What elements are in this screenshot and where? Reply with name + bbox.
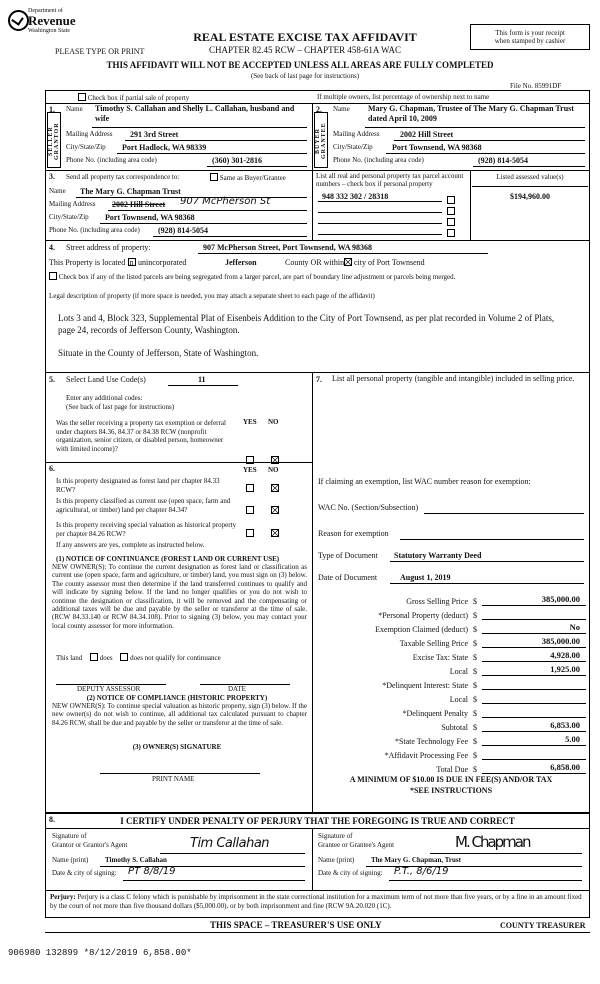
section5-no-header: NO xyxy=(268,418,279,426)
tax-line xyxy=(316,606,586,620)
divider-5 xyxy=(45,462,312,463)
section3-number: 3. xyxy=(49,172,55,181)
tax-line-label: Local xyxy=(449,667,468,676)
grantee-date-line xyxy=(389,880,582,881)
buyer-mailing-underline xyxy=(394,140,585,141)
assessor-date-label: DATE xyxy=(228,685,246,693)
segregated-checkbox[interactable] xyxy=(49,272,57,280)
does-label: does xyxy=(99,654,113,662)
forest-land-no-checkbox[interactable] xyxy=(271,478,279,496)
tax-line-value: No xyxy=(482,622,586,634)
buyer-phone-value: (928) 814-5054 xyxy=(478,156,528,165)
wac-no-line xyxy=(424,513,584,514)
form-chapter: CHAPTER 82.45 RCW – CHAPTER 458-61A WAC xyxy=(209,45,401,55)
unincorporated-label: unincorporated xyxy=(138,258,187,267)
dollar-sign: $ xyxy=(473,709,477,718)
notice-continuance-title: (1) NOTICE OF CONTINUANCE (FOREST LAND OR CURRENT USE) xyxy=(56,555,280,563)
receipt-line2: when stamped by cashier xyxy=(494,37,566,45)
partial-sale-checkbox[interactable] xyxy=(78,93,86,101)
type-print-instruction: PLEASE TYPE OR PRINT xyxy=(55,47,145,56)
tax-line xyxy=(316,760,586,774)
grantee-name-value: The Mary G. Chapman, Trust xyxy=(371,856,461,864)
exemption-wac-label: If claiming an exemption, list WAC number reason for exemption: xyxy=(318,477,531,486)
assessed-underline xyxy=(472,186,588,187)
buyer-citystatezip-label: City/State/Zip xyxy=(333,143,373,151)
section3-name-label: Name xyxy=(49,187,66,195)
tax-line-label: Subtotal xyxy=(441,723,468,732)
section5-yes-header: YES xyxy=(243,418,257,426)
tax-line xyxy=(316,732,586,746)
parcel-header xyxy=(316,172,471,189)
wac-no-label: WAC No. (Section/Subsection) xyxy=(318,503,419,512)
dollar-sign: $ xyxy=(473,639,477,648)
grantor-date-label: Date & city of signing: xyxy=(52,869,117,877)
tax-line-label: *Affidavit Processing Fee xyxy=(384,751,468,760)
tax-line-label: Total Due xyxy=(436,765,468,774)
seller-mailing-label: Mailing Address xyxy=(66,130,113,138)
tax-line xyxy=(316,718,586,732)
grantor-date-line xyxy=(123,880,305,881)
divider-2 xyxy=(45,170,590,171)
located-label: This Property is located in xyxy=(49,258,134,267)
grantor-name-label: Name (print) xyxy=(52,856,89,864)
tax-line xyxy=(316,704,586,718)
street-address-value: 907 McPherson Street, Port Townsend, WA 98368 xyxy=(203,243,373,252)
s3-city-underline xyxy=(100,223,307,224)
personal-property-label: List all personal property (tangible and intangible) included in selling price. xyxy=(332,374,575,383)
dollar-sign: $ xyxy=(473,653,477,662)
treasurer-space-label: THIS SPACE – TREASURER'S USE ONLY xyxy=(210,920,382,930)
parcel-header-line2: numbers – check box if personal property xyxy=(316,180,433,189)
grantor-sig-label-1: Signature of xyxy=(52,832,87,840)
receipt-box xyxy=(470,24,590,50)
seller-citystatezip-label: City/State/Zip xyxy=(66,143,106,151)
receipt-line1: This form is your receipt xyxy=(495,29,565,37)
tax-line-value: 385,000.00 xyxy=(482,636,586,648)
notice-compliance-body: NEW OWNER(S): To continue special valuation as historic property, sign (3) below. If the new owner(s) do not wish to continue, all additional tax calculated pursuant to chapter 84.26 RCW, shall be due and payable by the seller or transferor at the time of sale. xyxy=(52,702,307,727)
seller-section-number: 1. xyxy=(49,105,55,114)
file-number: File No. 85991DF xyxy=(510,82,562,90)
buyer-section-number: 2. xyxy=(316,105,322,114)
same-as-buyer-label: Same as Buyer/Grantee xyxy=(219,174,286,182)
additional-codes-label-1: Enter any additional codes: xyxy=(66,394,143,402)
divider-9 xyxy=(45,932,590,933)
parcel-line-3 xyxy=(318,212,442,213)
dollar-sign: $ xyxy=(473,723,477,732)
section3-citystatezip-value: Port Townsend, WA 98368 xyxy=(105,213,195,222)
tax-line-label: *Delinquent Interest: State xyxy=(382,681,468,690)
street-address-label: Street address of property: xyxy=(66,243,151,252)
section3-phone-value: (928) 814-5054 xyxy=(158,226,208,235)
does-qualify-checkbox[interactable] xyxy=(90,653,98,661)
tax-line-value: 5.00 xyxy=(482,734,586,746)
tax-line-value: 4,928.00 xyxy=(482,650,586,662)
multiple-owners-label: If multiple owners, list percentage of ownership next to name xyxy=(317,93,490,101)
dept-line2: Revenue xyxy=(28,13,76,29)
land-use-label: Select Land Use Code(s) xyxy=(66,375,146,384)
dept-line1: Department of xyxy=(28,8,63,14)
dor-logo xyxy=(8,10,29,31)
doc-type-value: Statutory Warranty Deed xyxy=(394,551,482,560)
county-treasurer-label: COUNTY TREASURER xyxy=(500,921,586,930)
divider-8 xyxy=(45,890,590,891)
parcel-checkbox-4[interactable] xyxy=(447,223,455,241)
dollar-sign: $ xyxy=(473,625,477,634)
city-row xyxy=(344,258,425,267)
parcel-numbers-value: 948 332 302 / 28318 xyxy=(322,192,389,201)
segregated-label: Check box if any of the listed parcels are being segregated from a larger parcel, are part of boundary line adjustment or parcels being merged. xyxy=(58,273,456,281)
divider-3 xyxy=(45,240,590,241)
tax-line-label: Taxable Selling Price xyxy=(399,639,468,648)
tax-line-value xyxy=(482,716,586,718)
tax-calculation-list xyxy=(316,592,586,774)
tax-line-value xyxy=(482,758,586,760)
seller-city-underline xyxy=(117,153,307,154)
doc-type-label: Type of Document xyxy=(318,551,378,560)
treasurer-stamp: 906980 132899 *8/12/2019 6,858.00* xyxy=(8,948,192,958)
if-any-yes-note: If any answers are yes, complete as instructed below. xyxy=(56,541,205,549)
divider-4 xyxy=(45,372,590,373)
parcel-line-5 xyxy=(318,234,442,235)
form-warning: THIS AFFIDAVIT WILL NOT BE ACCEPTED UNLESS ALL AREAS ARE FULLY COMPLETED xyxy=(106,60,494,70)
dor-logo-text xyxy=(28,8,76,34)
section6-no-header: NO xyxy=(268,466,279,474)
tax-line-label: Gross Selling Price xyxy=(406,597,468,606)
grantor-sig-label-2: Grantor or Grantor's Agent xyxy=(52,841,128,849)
parcel-line-2 xyxy=(318,201,442,202)
doc-date-label: Date of Document xyxy=(318,573,378,582)
unincorporated-row xyxy=(128,258,186,267)
divider-assessed xyxy=(470,170,471,240)
reason-line xyxy=(400,539,584,540)
section5-number: 5. xyxy=(49,375,55,384)
tax-line xyxy=(316,676,586,690)
seller-side-label: SELLER GRANTOR xyxy=(48,122,60,160)
certify-statement: I CERTIFY UNDER PENALTY OF PERJURY THAT THE FOREGOING IS TRUE AND CORRECT xyxy=(120,816,515,826)
dollar-sign: $ xyxy=(473,681,477,690)
section7-number: 7. xyxy=(316,375,322,384)
historic-yes-checkbox[interactable] xyxy=(246,523,254,541)
buyer-phone-label: Phone No. (including area code) xyxy=(333,156,424,164)
seller-name-label: Name xyxy=(66,105,83,113)
section6-yes-header: YES xyxy=(243,466,257,474)
section6-number: 6. xyxy=(49,464,55,473)
divider-signatures xyxy=(312,828,313,890)
seller-exemption-question: Was the seller receiving a property tax exemption or deferral under chapters 84.36, 84.37 or 84.38 RCW (nonprofit organization, senior citizen, or disabled person, homeowner with limited income)? xyxy=(56,419,226,453)
dollar-sign: $ xyxy=(473,597,477,606)
minimum-note-2: *SEE INSTRUCTIONS xyxy=(409,786,493,795)
minimum-note-1: A MINIMUM OF $10.00 IS DUE IN FEE(S) AND/OR TAX xyxy=(349,775,553,784)
divider-seller-buyer xyxy=(312,103,313,170)
buyer-side-label: BUYER GRANTEE xyxy=(315,122,327,160)
doc-type-line xyxy=(390,561,584,562)
buyer-phone-underline xyxy=(473,166,585,167)
land-use-underline xyxy=(168,385,238,386)
current-use-no-checkbox[interactable] xyxy=(271,500,279,518)
buyer-side-tab xyxy=(314,112,328,168)
grantee-name-label: Name (print) xyxy=(318,856,355,864)
forest-land-yes-checkbox[interactable] xyxy=(246,478,254,496)
print-name-label: PRINT NAME xyxy=(152,775,195,783)
historic-question: Is this property receiving special valuation as historical property per chapter 84.26 RCW? xyxy=(56,521,237,538)
reason-exemption-label: Reason for exemption xyxy=(318,529,389,538)
current-use-yes-checkbox[interactable] xyxy=(246,500,254,518)
grantee-sig-line xyxy=(430,853,582,854)
tax-line-label: Exemption Claimed (deduct) xyxy=(375,625,468,634)
notice-continuance-body: NEW OWNER(S): To continue the current designation as forest land or classification as current use (open space, farm and agriculture, or timber) land, you must sign on (3) below. The county assessor must then determine if the land transferred continues to qualify and will indicate by signing below. If the land no longer qualifies or you do not wish to continue the designation or classification, it will be removed and the compensating or additional taxes will be due and payable by the seller or transferor at the time of sale. (RCW 84.33.140 or RCW 84.34.108). Prior to signing (3) below, you may contact your local county assessor for more information. xyxy=(52,563,307,630)
assessed-header: Listed assessed value(s) xyxy=(496,173,564,181)
assessed-value: $194,960.00 xyxy=(510,192,550,201)
tax-line-label: *Personal Property (deduct) xyxy=(378,611,468,620)
buyer-city-underline xyxy=(386,153,585,154)
partial-sale-label: Check box if partial sale of property xyxy=(87,94,190,102)
buyer-citystatezip-value: Port Townsend, WA 98368 xyxy=(392,143,482,152)
grantee-sig-label-2: Grantee or Grantee's Agent xyxy=(318,841,395,849)
same-as-buyer-checkbox[interactable] xyxy=(210,173,218,181)
legal-description-text: Lots 3 and 4, Block 323, Supplemental Plat of Eisenbeis Addition to the City of Port Townsend, as per plat recorded in Volume 2 of Plats, page 24, records of Jefferson County, Washington. xyxy=(58,313,555,336)
logo-mark-icon xyxy=(8,10,29,31)
s3-mailing-underline xyxy=(108,210,307,211)
s3-phone-underline xyxy=(153,236,307,237)
parcel-header-line1: List all real and personal property tax parcel account xyxy=(316,172,464,180)
tax-line-label: Local xyxy=(449,695,468,704)
dollar-sign: $ xyxy=(473,765,477,774)
seller-side-tab xyxy=(47,112,61,168)
perjury-note xyxy=(50,893,585,911)
seller-name-value: Timothy S. Callahan and Shelly L. Callahan, husband and wife xyxy=(95,104,295,123)
grantor-name-value: Timothy S. Callahan xyxy=(105,856,167,864)
buyer-name-value: Mary G. Chapman, Trustee of The Mary G. Chapman Trust dated April 10, 2009 xyxy=(368,104,574,123)
section3-same-row xyxy=(210,173,286,182)
segregated-row xyxy=(49,272,455,281)
tax-line xyxy=(316,620,586,634)
grantor-date-value: PT 8/8/19 xyxy=(128,866,176,877)
tax-line-value: 6,853.00 xyxy=(482,720,586,732)
forest-land-question: Is this property designated as forest land per chapter 84.33 RCW? xyxy=(56,477,220,494)
deputy-assessor-label: DEPUTY ASSESSOR xyxy=(77,685,141,693)
street-underline xyxy=(198,253,488,254)
perjury-bold: Perjury: xyxy=(50,893,76,901)
doc-date-line xyxy=(390,583,584,584)
grantee-date-label: Date & city of signing: xyxy=(318,869,383,877)
tax-line xyxy=(316,662,586,676)
section3-send-label: Send all property tax correspondence to: xyxy=(66,173,180,181)
city-checkbox[interactable] xyxy=(344,258,352,266)
section3-mailing-label: Mailing Address xyxy=(49,200,96,208)
dollar-sign: $ xyxy=(473,751,477,760)
tax-line-label: *State Technology Fee xyxy=(394,737,468,746)
land-use-value: 11 xyxy=(198,375,206,384)
tax-line-value xyxy=(482,618,586,620)
notice-compliance-title: (2) NOTICE OF COMPLIANCE (HISTORIC PROPERTY) xyxy=(86,694,268,702)
section3-phone-label: Phone No. (including area code) xyxy=(49,226,140,234)
perjury-text: Perjury is a class C felony which is punishable by imprisonment in the state correctional institution for a maximum term of not more than five years, or by a fine in an amount fixed by the court of not more than five thousand dollars ($5,000.00), or by both imprisonment and fine (RCW 9A.20.020 (1C). xyxy=(50,893,582,910)
dollar-sign: $ xyxy=(473,695,477,704)
section3-mailing-handwritten: 907 McPherson St xyxy=(180,196,271,207)
divider-left-right xyxy=(312,372,313,813)
dollar-sign: $ xyxy=(473,737,477,746)
seller-name-underline xyxy=(92,127,307,128)
tax-line-value xyxy=(482,702,586,704)
additional-codes-label-2: (See back of last page for instructions) xyxy=(66,403,175,411)
seller-phone-label: Phone No. (including area code) xyxy=(66,156,157,164)
tax-line-label: Excise Tax: State xyxy=(412,653,468,662)
tax-line xyxy=(316,592,586,606)
this-land-row xyxy=(56,653,221,662)
unincorporated-checkbox[interactable] xyxy=(128,258,136,266)
does-not-qualify-checkbox[interactable] xyxy=(120,653,128,661)
county-or-label: County OR within xyxy=(285,258,345,267)
tax-line xyxy=(316,690,586,704)
grantee-date-value: P.T., 8/6/19 xyxy=(394,866,449,877)
county-name: Jefferson xyxy=(225,258,257,267)
buyer-mailing-value: 2002 Hill Street xyxy=(400,130,454,139)
situate-text: Situate in the County of Jefferson, State of Washington. xyxy=(58,348,259,358)
seller-mailing-underline xyxy=(125,140,307,141)
partial-sale-row xyxy=(78,93,189,102)
dollar-sign: $ xyxy=(473,667,477,676)
divider-section3-parcels xyxy=(312,170,313,240)
tax-line-value: 385,000.00 xyxy=(482,594,586,606)
seller-phone-underline xyxy=(207,166,307,167)
doc-date-value: August 1, 2019 xyxy=(400,573,451,582)
grantee-sig-label-1: Signature of xyxy=(318,832,353,840)
section3-mailing-struck: 2002 Hill Street xyxy=(112,200,166,209)
section8-number: 8. xyxy=(49,815,55,824)
tax-line-value: 6,858.00 xyxy=(482,762,586,774)
seller-citystatezip-value: Port Hadlock, WA 98339 xyxy=(122,143,207,152)
tax-line-value: 1,925.00 xyxy=(482,664,586,676)
grantor-sig-line xyxy=(160,853,305,854)
divider-7 xyxy=(45,828,590,829)
tax-line xyxy=(316,746,586,760)
grantee-signature[interactable]: M. Chapman xyxy=(455,833,530,851)
buyer-name-label: Name xyxy=(333,105,350,113)
dollar-sign: $ xyxy=(473,611,477,620)
tax-line-value xyxy=(482,688,586,690)
buyer-name-underline xyxy=(365,127,585,128)
city-label: city of Port Townsend xyxy=(354,258,425,267)
form-backnote: (See back of last page for instructions) xyxy=(250,72,360,80)
form-title: REAL ESTATE EXCISE TAX AFFIDAVIT xyxy=(193,30,417,44)
grantor-signature[interactable]: Tim Callahan xyxy=(190,836,270,851)
tax-line xyxy=(316,634,586,648)
legal-description-label: Legal description of property (if more space is needed, you may attach a separate sheet to each page of the affidavit) xyxy=(49,292,375,300)
seller-phone-value: (360) 301-2816 xyxy=(212,156,262,165)
tax-line xyxy=(316,648,586,662)
does-not-label: does not qualify for continuance xyxy=(130,654,221,662)
parcel-line-4 xyxy=(318,223,442,224)
section4-number: 4. xyxy=(49,243,55,252)
owner-signature-title: (3) OWNER(S) SIGNATURE xyxy=(132,743,222,751)
dept-line3: Washington State xyxy=(28,27,71,34)
this-land-label: This land xyxy=(56,654,83,662)
tax-line-label: *Delinquent Penalty xyxy=(402,709,468,718)
section3-citystatezip-label: City/State/Zip xyxy=(49,213,89,221)
historic-no-checkbox[interactable] xyxy=(271,523,279,541)
seller-mailing-value: 291 3rd Street xyxy=(130,130,179,139)
current-use-question: Is this property classified as current use (open space, farm and agricultural, or timber) land per chapter 84.34? xyxy=(56,497,231,514)
section3-name-value: The Mary G. Chapman Trust xyxy=(80,187,181,196)
buyer-mailing-label: Mailing Address xyxy=(333,130,380,138)
print-name-line xyxy=(100,773,260,774)
